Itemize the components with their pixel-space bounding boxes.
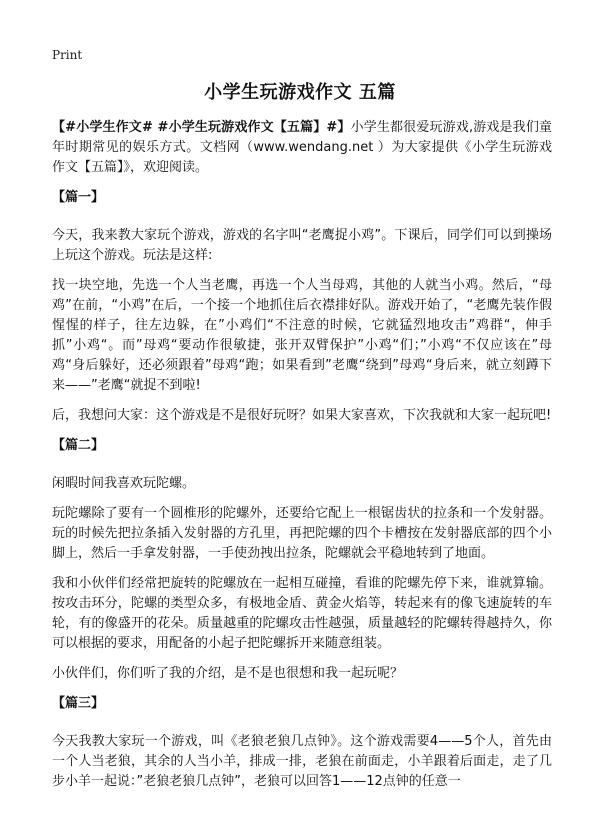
paragraph: 闲暇时间我喜欢玩陀螺。 — [52, 476, 196, 491]
paragraph: 今天我教大家玩一个游戏，叫《老狼老狼几点钟》。这个游戏需要4——5个人，首先由一个人当老狼，其余的人当小羊，排成一排，老狼在前面走，小羊跟着后面走，走了几步小羊一起说：”老狼老狼几点钟”，老狼可以回答1——12点钟的任意一 — [52, 734, 552, 789]
paragraph: 找一块空地，先选一个人当老鹰，再选一个人当母鸡，其他的人就当小鸡。然后，“母鸡”在前，“小鸡”在后，一个接一个地抓住后衣襟排好队。游戏开始了，“老鹰先装作假惺惺的样子，往左边躲，在”小鸡们“不注意的时候，它就猛烈地攻击”鸡群“，伸手抓”小鸡“。而”母鸡“要动作很敏捷，张开双臂保护”小鸡“们；”小鸡“不仅应该在”母鸡“身后躲好，还必须跟着”母鸡“跑；如果看到”老鹰“绕到”母鸡“身后来，就立刻蹲下来——”老鹰“就捉不到啦! — [52, 278, 552, 393]
intro-text: 小学生都很爱玩游戏,游戏是我们童年时期常见的娱乐方式。文档网（www.wendang.net ）为大家提供《小学生玩游戏作文【五篇】》，欢迎阅读。 — [52, 120, 552, 175]
paragraph: 小伙伴们，你们听了我的介绍，是不是也很想和我一起玩呢？ — [52, 666, 404, 681]
paragraph: 后，我想问大家：这个游戏是不是很好玩呀？如果大家喜欢，下次我就和大家一起玩吧! — [52, 408, 552, 423]
section-heading-1: 【篇一】 — [52, 190, 105, 205]
section-heading-2: 【篇二】 — [52, 438, 105, 453]
intro-paragraph — [52, 118, 552, 178]
section-heading-3: 【篇三】 — [52, 696, 105, 711]
page-title: 小学生玩游戏作文 五篇 — [204, 82, 396, 103]
intro-tags: 【#小学生作文# #小学生玩游戏作文【五篇】#】 — [52, 120, 351, 135]
paragraph: 今天，我来教大家玩个游戏，游戏的名字叫“老鹰捉小鸡”。下课后，同学们可以到操场上玩这个游戏。玩法是这样: — [52, 228, 552, 263]
paragraph: 我和小伙伴们经常把旋转的陀螺放在一起相互碰撞，看谁的陀螺先停下来，谁就算输。按攻击环分，陀螺的类型众多，有极地金盾、黄金火焰等，转起来有的像飞速旋转的车轮，有的像盛开的花朵。质量越重的陀螺攻击性越强，质量越轻的陀螺转得越持久，你可以根据的要求，用配备的小起子把陀螺拆开来随意组装。 — [52, 576, 552, 651]
article-body — [52, 118, 552, 792]
print-label[interactable]: Print — [52, 48, 83, 62]
paragraph: 玩陀螺除了要有一个圆椎形的陀螺外，还要给它配上一根锯齿状的拉条和一个发射器。玩的时候先把拉条插入发射器的方孔里，再把陀螺的四个卡槽按在发射器底部的四个小脚上，然后一手拿发射器，一手使劲拽出拉条，陀螺就会平稳地转到了地面。 — [52, 506, 552, 561]
